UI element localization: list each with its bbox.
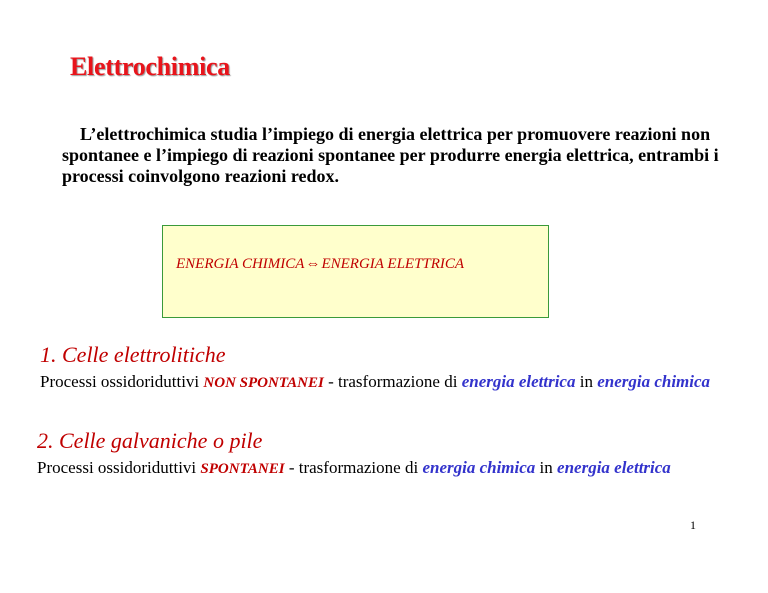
section-in: in [575, 372, 598, 391]
energy-chemical-label: ENERGIA CHIMICA [176, 256, 305, 272]
process-kind: NON SPONTANEI [203, 375, 324, 391]
energy-box [162, 225, 549, 318]
section-prefix: Processi ossidoriduttivi [37, 458, 201, 477]
energy-to: energia elettrica [557, 458, 671, 477]
process-kind: SPONTANEI [200, 461, 285, 477]
section-galvanic-heading: 2. Celle galvaniche o pile [37, 428, 263, 453]
double-arrow-icon: ⇔ [305, 256, 321, 272]
section-galvanic-body [37, 457, 747, 480]
slide-title: Elettrochimica [70, 52, 230, 81]
energy-to: energia chimica [597, 372, 711, 391]
section-mid: - trasformazione di [323, 372, 462, 391]
energy-equivalence [176, 256, 464, 273]
section-electrolytic-body [40, 371, 750, 394]
intro-paragraph [62, 124, 742, 187]
energy-electric-label: ENERGIA ELETTRICA [321, 256, 465, 272]
section-mid: - trasformazione di [284, 458, 423, 477]
section-electrolytic-heading: 1. Celle elettrolitiche [40, 342, 226, 367]
section-in: in [535, 458, 558, 477]
energy-from: energia elettrica [461, 372, 576, 391]
section-prefix: Processi ossidoriduttivi [40, 372, 204, 391]
intro-text: L’elettrochimica studia l’impiego di energia elettrica per promuovere reazioni non spontanee e l’impiego di reazioni spontanee per produrre energia elettrica, entrambi i processi coinvolgono reazioni redox. [62, 124, 719, 186]
page-number: 1 [690, 518, 696, 532]
energy-from: energia chimica [422, 458, 536, 477]
